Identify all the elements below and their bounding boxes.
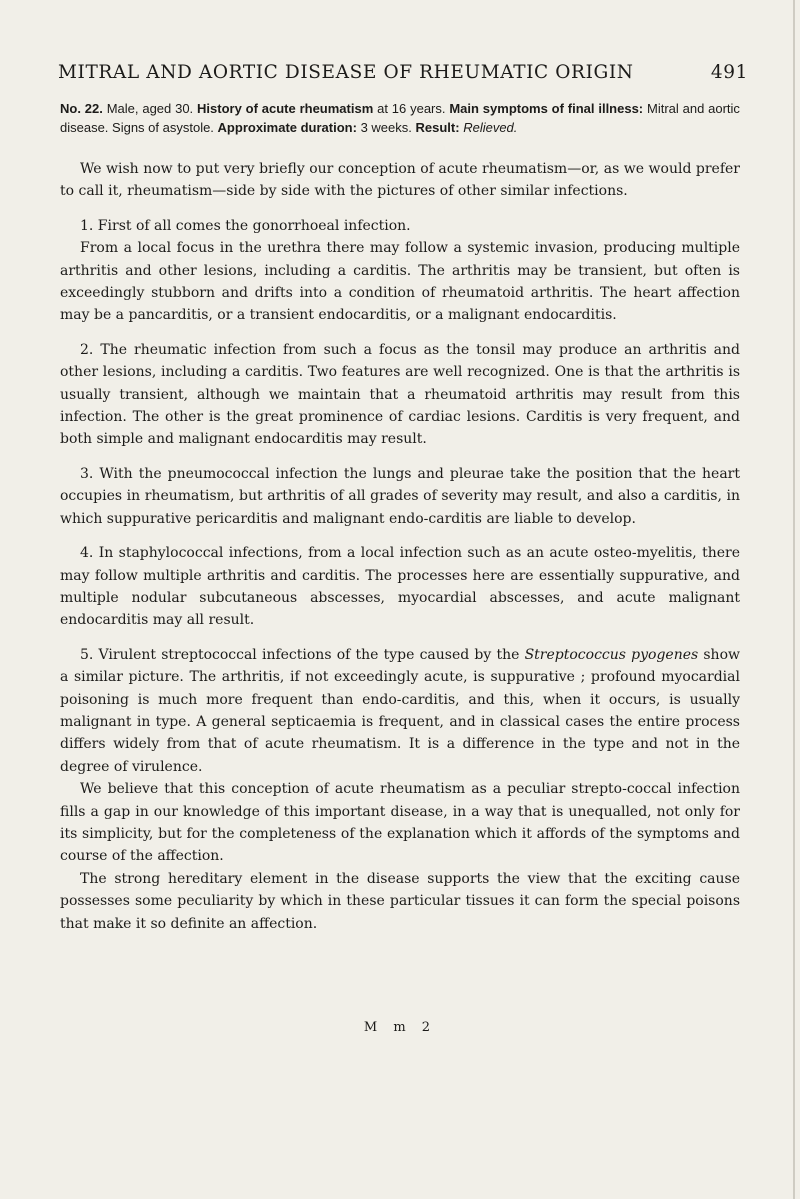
case-result-label: Result: xyxy=(415,119,460,135)
paragraph-intro: We wish now to put very briefly our conception of acute rheumatism—or, as we would prefer to call it, rheumatism—side by side with the pictures of other similar infections. xyxy=(60,161,740,200)
case-symptoms-value: Mitral and aortic disease. Signs of asystole. xyxy=(60,101,740,135)
case-history-label: History of acute rheumatism xyxy=(197,101,374,116)
case-patient: Male, aged 30. xyxy=(106,101,194,116)
case-duration-value: 3 weeks. xyxy=(360,119,412,135)
paragraph-5-start: 5. Virulent streptococcal infections of the type caused by the xyxy=(80,646,525,663)
body-text xyxy=(60,158,740,935)
case-number: No. 22. xyxy=(60,101,103,116)
paragraph-7: The strong hereditary element in the disease supports the view that the exciting cause possesses some peculiarity by which in these particular tissues it can form the special poisons that make it so definite an affection. xyxy=(60,870,740,932)
case-symptoms-label: Main symptoms of final illness: xyxy=(449,101,644,116)
running-title: MITRAL AND AORTIC DISEASE OF RHEUMATIC ORIGIN xyxy=(58,62,634,83)
case-history-value: at 16 years. xyxy=(377,101,446,116)
paragraph-4: 4. In staphylococcal infections, from a local infection such as an acute osteo-myelitis, there may follow multiple arthritis and carditis. The processes here are essentially suppurative, and multiple nodular subcutaneous abscesses, myocardial abscesses, and acute malignant endocarditis may all result. xyxy=(60,545,740,629)
signature-mark: M m 2 xyxy=(363,1020,437,1035)
paragraph-3: 3. With the pneumococcal infection the lungs and pleurae take the position that the heart occupies in rheumatism, but arthritis of all grades of severity may result, and also a carditis, in which suppurative pericarditis and malignant endo-carditis are liable to develop. xyxy=(60,465,740,527)
paragraph-1-body: From a local focus in the urethra there may follow a systemic invasion, producing multiple arthritis and other lesions, including a carditis. The arthritis may be transient, but often is exceedingly stubborn and drifts into a condition of rheumatoid arthritis. The heart affection may be a pancarditis, or a transient endocarditis, or a malignant endocarditis. xyxy=(60,240,740,324)
case-result-value: Relieved. xyxy=(463,119,518,135)
paragraph-2: 2. The rheumatic infection from such a focus as the tonsil may produce an arthritis and other lesions, including a carditis. Two features are well recognized. One is that the arthritis is usually transient, although we maintain that a rheumatoid arthritis may result from this infection. The other is the great prominence of cardiac lesions. Carditis is very frequent, and both simple and malignant endocarditis may result. xyxy=(60,341,740,448)
species-name: Streptococcus pyogenes xyxy=(524,646,699,663)
case-duration-label: Approximate duration: xyxy=(217,119,357,135)
case-summary xyxy=(60,100,740,137)
paragraph-6: We believe that this conception of acute rheumatism as a peculiar strepto-coccal infection fills a gap in our knowledge of this important disease, in a way that is unequalled, not only for its simplicity, but for the completeness of the explanation which it affords of the symptoms and course of the affection. xyxy=(60,781,740,865)
paragraph-1-heading: 1. First of all comes the gonorrhoeal infection. xyxy=(80,217,411,234)
page-number: 491 xyxy=(710,62,748,83)
paragraph-5-rest: show a similar picture. The arthritis, if not exceedingly acute, is suppurative ; profound myocardial poisoning is much more frequent than endo-carditis, and this, when it occurs, is usually malignant in type. A general septicaemia is frequent, and in classical cases the entire process differs widely from that of acute rheumatism. It is a difference in the type and not in the degree of virulence. xyxy=(60,646,740,775)
page-edge-divider xyxy=(793,0,795,1199)
paragraph-5 xyxy=(60,644,740,778)
